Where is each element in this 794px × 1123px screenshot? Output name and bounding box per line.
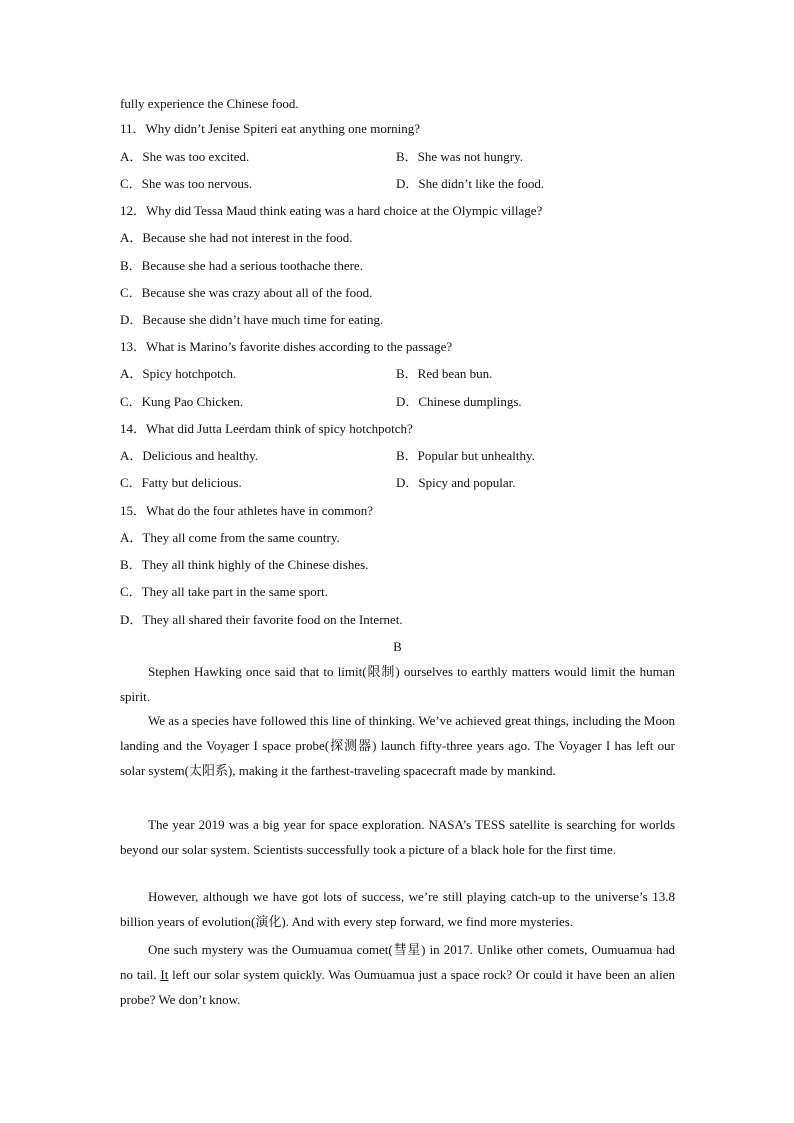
question-15-option-a: A．They all come from the same country. — [120, 530, 340, 545]
question-13-option-c: C．Kung Pao Chicken. — [120, 394, 244, 409]
question-15-stem: 15．What do the four athletes have in common? — [120, 503, 374, 518]
question-12-option-b: B．Because she had a serious toothache there. — [120, 258, 363, 273]
section-b-paragraph-2: We as a species have followed this line of thinking. We’ve achieved great things, including the Moon landing and the Voyager I space probe(探测器) launch fifty-three years ago. The Voyager I has left our solar system(太阳系), making it the farthest-traveling spacecraft made by mankind. — [120, 713, 675, 778]
question-12-option-c: C．Because she was crazy about all of the food. — [120, 285, 373, 300]
question-14-option-a: A．Delicious and healthy. — [120, 448, 259, 463]
question-11-options-row-2 — [120, 175, 675, 193]
question-13-option-a: A．Spicy hotchpotch. — [120, 366, 237, 381]
question-15-option-c: C．They all take part in the same sport. — [120, 584, 328, 599]
question-14-options-row-1 — [120, 447, 675, 465]
question-14-stem: 14．What did Jutta Leerdam think of spicy hotchpotch? — [120, 421, 413, 436]
question-12-stem: 12．Why did Tessa Maud think eating was a hard choice at the Olympic village? — [120, 203, 543, 218]
question-13-options-row-2 — [120, 393, 675, 411]
question-15-option-d: D．They all shared their favorite food on the Internet. — [120, 612, 403, 627]
question-11-option-b: B．She was not hungry. — [396, 149, 523, 164]
question-12-option-d: D．Because she didn’t have much time for eating. — [120, 312, 384, 327]
question-15-option-b: B．They all think highly of the Chinese dishes. — [120, 557, 369, 572]
question-13-options-row-1 — [120, 365, 675, 383]
question-13-option-d: D．Chinese dumplings. — [396, 394, 522, 409]
underlined-word: It — [160, 967, 169, 982]
question-14-options-row-2 — [120, 474, 675, 492]
section-b-heading: B — [393, 639, 402, 654]
question-11-option-a: A．She was too excited. — [120, 149, 250, 164]
question-13-option-b: B．Red bean bun. — [396, 366, 493, 381]
intro-tail-text: fully experience the Chinese food. — [120, 96, 299, 111]
question-12-option-a: A．Because she had not interest in the food. — [120, 230, 353, 245]
question-11-stem: 11．Why didn’t Jenise Spiteri eat anything one morning? — [120, 121, 421, 136]
paragraph-5-part-2: left our solar system quickly. Was Oumuamua just a space rock? Or could it have been an alien probe? We don’t know. — [120, 967, 676, 1007]
question-14-option-c: C．Fatty but delicious. — [120, 475, 242, 490]
paragraph-5-part-1: One such mystery was the Oumuamua comet(彗星) in 2017. Unlike other comets, Oumuamua had no tail. — [120, 942, 675, 982]
section-b-paragraph-5 — [120, 937, 675, 1012]
section-b-paragraph-3: The year 2019 was a big year for space exploration. NASA’s TESS satellite is searching for worlds beyond our solar system. Scientists successfully took a picture of a black hole for the first time. — [120, 817, 675, 857]
question-11-option-c: C．She was too nervous. — [120, 176, 253, 191]
question-14-option-d: D．Spicy and popular. — [396, 475, 516, 490]
question-11-options-row-1 — [120, 148, 675, 166]
question-13-stem: 13．What is Marino’s favorite dishes according to the passage? — [120, 339, 453, 354]
question-14-option-b: B．Popular but unhealthy. — [396, 448, 535, 463]
question-11-option-d: D．She didn’t like the food. — [396, 176, 545, 191]
section-b-paragraph-1: Stephen Hawking once said that to limit(限制) ourselves to earthly matters would limit the human spirit. — [120, 664, 675, 704]
section-b-paragraph-4: However, although we have got lots of success, we’re still playing catch-up to the universe’s 13.8 billion years of evolution(演化). And with every step forward, we find more mysteries. — [120, 889, 675, 929]
